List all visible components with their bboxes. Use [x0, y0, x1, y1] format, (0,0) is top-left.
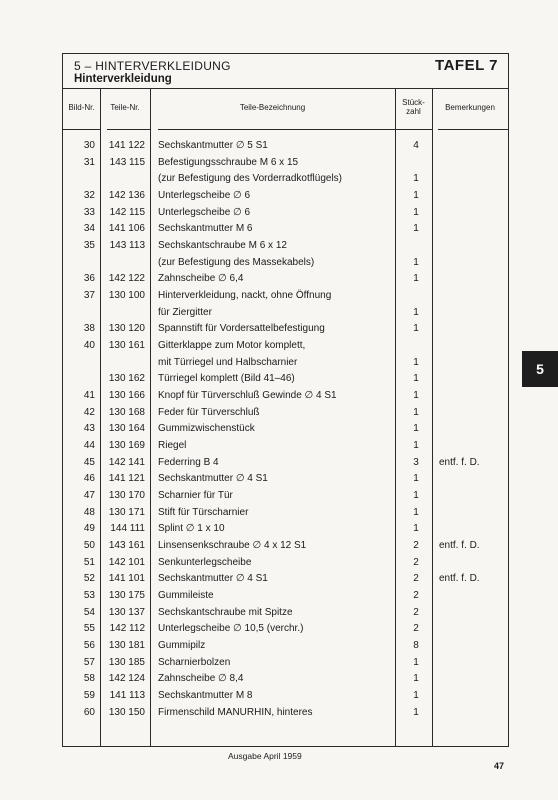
section-subtitle: Hinterverkleidung [74, 73, 172, 85]
bild-number: 47 [83, 490, 95, 501]
bild-number: 41 [83, 390, 95, 401]
bild-number: 57 [83, 657, 95, 668]
table-row [63, 422, 508, 438]
bild-number: 44 [83, 440, 95, 451]
table-row [63, 289, 508, 305]
bild-number: 49 [83, 523, 95, 534]
quantity: 8 [413, 640, 419, 651]
quantity: 1 [413, 507, 419, 518]
tafel-label: TAFEL 7 [435, 57, 498, 74]
part-number: 130 150 [108, 707, 145, 718]
part-description: Federring B 4 [158, 457, 219, 468]
part-description: Sechskantmutter M 8 [158, 690, 253, 701]
part-number: 130 175 [108, 590, 145, 601]
table-row [63, 689, 508, 705]
section-title: 5 – HINTERVERKLEIDUNG [74, 59, 231, 73]
part-number: 130 169 [108, 440, 145, 451]
part-description: Scharnier für Tür [158, 490, 233, 501]
part-number: 142 112 [109, 623, 145, 634]
table-row [63, 656, 508, 672]
quantity: 1 [413, 257, 419, 268]
parts-table-frame [62, 53, 509, 747]
bild-number: 40 [83, 340, 95, 351]
part-description: Knopf für Türverschluß Gewinde ∅ 4 S1 [158, 390, 337, 401]
bild-number: 54 [83, 607, 95, 618]
quantity: 1 [413, 523, 419, 534]
part-description: Sechskantmutter ∅ 4 S1 [158, 573, 268, 584]
table-row [63, 272, 508, 288]
part-description: Zahnscheibe ∅ 8,4 [158, 673, 244, 684]
part-number: 130 171 [108, 507, 145, 518]
bild-number: 31 [83, 157, 95, 168]
quantity: 1 [413, 423, 419, 434]
bild-number: 58 [83, 673, 95, 684]
quantity: 2 [413, 557, 419, 568]
bild-number: 48 [83, 507, 95, 518]
section-tab: 5 [522, 351, 558, 387]
table-row [63, 339, 508, 355]
table-row [63, 139, 508, 155]
part-description: (zur Befestigung des Vorderradkotflügels) [158, 173, 342, 184]
bild-number: 50 [83, 540, 95, 551]
part-number: 130 137 [108, 607, 145, 618]
bild-number: 34 [83, 223, 95, 234]
part-description: Sechskantmutter ∅ 4 S1 [158, 473, 268, 484]
part-description: Türriegel komplett (Bild 41–46) [158, 373, 295, 384]
part-number: 130 168 [108, 407, 145, 418]
quantity: 2 [413, 623, 419, 634]
bild-number: 30 [83, 140, 95, 151]
table-row [63, 439, 508, 455]
bild-number: 32 [83, 190, 95, 201]
table-row [63, 522, 508, 538]
quantity: 1 [413, 407, 419, 418]
part-description: Sechskantmutter ∅ 5 S1 [158, 140, 268, 151]
quantity: 1 [413, 357, 419, 368]
quantity: 2 [413, 590, 419, 601]
part-number: 143 115 [109, 157, 145, 168]
part-number: 142 101 [108, 557, 145, 568]
part-number: 130 166 [108, 390, 145, 401]
col-header-stueckzahl: Stück- zahl [402, 98, 425, 116]
table-row [63, 589, 508, 605]
table-header [63, 54, 508, 89]
table-row [63, 156, 508, 172]
quantity: 1 [413, 323, 419, 334]
part-number: 142 124 [108, 673, 145, 684]
bild-number: 37 [83, 290, 95, 301]
part-description: mit Türriegel und Halbscharnier [158, 357, 298, 368]
part-number: 142 141 [108, 457, 145, 468]
part-description: Splint ∅ 1 x 10 [158, 523, 225, 534]
bild-number: 35 [83, 240, 95, 251]
bild-number: 42 [83, 407, 95, 418]
part-number: 141 113 [109, 690, 145, 701]
bild-number: 60 [83, 707, 95, 718]
part-description: Unterlegscheibe ∅ 6 [158, 207, 251, 218]
table-row [63, 672, 508, 688]
col-header-bild-nr: Bild-Nr. [68, 103, 95, 112]
part-number: 142 136 [108, 190, 145, 201]
part-number: 141 122 [108, 140, 145, 151]
bild-number: 38 [83, 323, 95, 334]
header-rule [395, 129, 432, 130]
part-number: 130 181 [108, 640, 145, 651]
bild-number: 52 [83, 573, 95, 584]
quantity: 1 [413, 307, 419, 318]
table-row [63, 472, 508, 488]
part-number: 130 162 [108, 373, 145, 384]
quantity: 1 [413, 707, 419, 718]
part-description: (zur Befestigung des Massekabels) [158, 257, 315, 268]
table-row [63, 256, 508, 272]
remark: entf. f. D. [439, 457, 480, 468]
part-description: Senkunterlegscheibe [158, 557, 252, 568]
bild-number: 59 [83, 690, 95, 701]
bild-number: 56 [83, 640, 95, 651]
part-description: Unterlegscheibe ∅ 6 [158, 190, 251, 201]
part-description: Stift für Türscharnier [158, 507, 249, 518]
table-row [63, 539, 508, 555]
table-row [63, 206, 508, 222]
header-rule [107, 129, 150, 130]
part-description: Scharnierbolzen [158, 657, 231, 668]
header-rule [158, 129, 395, 130]
remark: entf. f. D. [439, 573, 480, 584]
table-row [63, 306, 508, 322]
table-row [63, 706, 508, 722]
part-description: Gummizwischenstück [158, 423, 255, 434]
table-row [63, 572, 508, 588]
quantity: 1 [413, 223, 419, 234]
quantity: 2 [413, 573, 419, 584]
part-number: 130 185 [108, 657, 145, 668]
part-number: 130 164 [108, 423, 145, 434]
quantity: 1 [413, 440, 419, 451]
quantity: 1 [413, 207, 419, 218]
header-rule [438, 129, 508, 130]
part-number: 143 113 [109, 240, 145, 251]
part-number: 141 106 [108, 223, 145, 234]
bild-number: 36 [83, 273, 95, 284]
table-row [63, 372, 508, 388]
table-row [63, 639, 508, 655]
quantity: 1 [413, 473, 419, 484]
quantity: 1 [413, 690, 419, 701]
table-row [63, 172, 508, 188]
edition-footer: Ausgabe April 1959 [228, 751, 302, 761]
part-number: 141 101 [108, 573, 145, 584]
table-row [63, 222, 508, 238]
table-row [63, 322, 508, 338]
part-description: Sechskantmutter M 6 [158, 223, 253, 234]
quantity: 1 [413, 190, 419, 201]
table-row [63, 489, 508, 505]
quantity: 3 [413, 457, 419, 468]
bild-number: 46 [83, 473, 95, 484]
quantity: 1 [413, 673, 419, 684]
bild-number: 43 [83, 423, 95, 434]
quantity: 1 [413, 657, 419, 668]
col-header-teile-nr: Teile-Nr. [110, 103, 140, 112]
table-row [63, 606, 508, 622]
part-number: 141 121 [108, 473, 145, 484]
part-number: 130 120 [108, 323, 145, 334]
part-number: 142 115 [109, 207, 145, 218]
part-description: Unterlegscheibe ∅ 10,5 (verchr.) [158, 623, 304, 634]
part-number: 143 161 [108, 540, 145, 551]
table-row [63, 622, 508, 638]
part-description: Spannstift für Vordersattelbefestigung [158, 323, 325, 334]
col-header-bemerkungen: Bemerkungen [445, 103, 495, 112]
bild-number: 45 [83, 457, 95, 468]
quantity: 1 [413, 273, 419, 284]
part-description: Sechskantschraube mit Spitze [158, 607, 293, 618]
part-description: Gummileiste [158, 590, 214, 601]
part-description: Gummipilz [158, 640, 206, 651]
part-description: Riegel [158, 440, 187, 451]
remark: entf. f. D. [439, 540, 480, 551]
quantity: 1 [413, 373, 419, 384]
bild-number: 33 [83, 207, 95, 218]
quantity: 4 [413, 140, 419, 151]
table-row [63, 556, 508, 572]
part-description: Feder für Türverschluß [158, 407, 260, 418]
quantity: 1 [413, 490, 419, 501]
bild-number: 55 [83, 623, 95, 634]
page-number: 47 [494, 761, 505, 771]
table-row [63, 456, 508, 472]
part-description: Gitterklappe zum Motor komplett, [158, 340, 306, 351]
table-row [63, 189, 508, 205]
table-row [63, 389, 508, 405]
table-row [63, 239, 508, 255]
part-number: 130 170 [108, 490, 145, 501]
table-row [63, 506, 508, 522]
bild-number: 53 [83, 590, 95, 601]
quantity: 1 [413, 173, 419, 184]
part-description: Firmenschild MANURHIN, hinteres [158, 707, 313, 718]
bild-number: 51 [83, 557, 95, 568]
quantity: 2 [413, 540, 419, 551]
header-rule [63, 129, 100, 130]
table-row [63, 356, 508, 372]
part-description: Sechskantschraube M 6 x 12 [158, 240, 287, 251]
quantity: 1 [413, 390, 419, 401]
part-number: 144 111 [110, 523, 145, 534]
part-number: 142 122 [108, 273, 145, 284]
col-header-bezeichnung: Teile-Bezeichnung [239, 103, 306, 112]
part-description: Zahnscheibe ∅ 6,4 [158, 273, 244, 284]
part-description: Linsensenkschraube ∅ 4 x 12 S1 [158, 540, 307, 551]
part-number: 130 161 [108, 340, 145, 351]
part-number: 130 100 [108, 290, 145, 301]
part-description: Hinterverkleidung, nackt, ohne Öffnung [158, 290, 332, 301]
part-description: für Ziergitter [158, 307, 212, 318]
table-row [63, 406, 508, 422]
quantity: 2 [413, 607, 419, 618]
part-description: Befestigungsschraube M 6 x 15 [158, 157, 299, 168]
